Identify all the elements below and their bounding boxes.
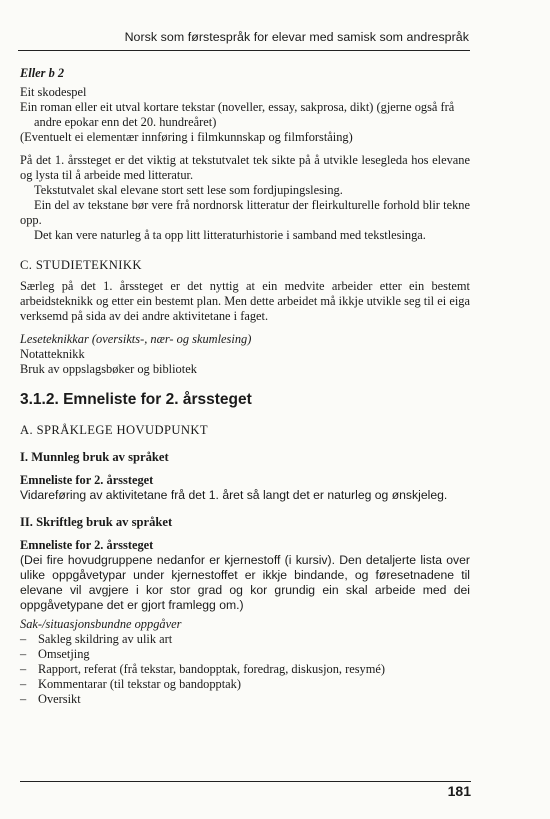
part-i-subheading: Emneliste for 2. årssteget xyxy=(20,473,154,487)
section-c-item-1: Notatteknikk xyxy=(20,347,85,361)
option-b-paragraph-1: På det 1. årssteget er det viktig at tekstutvalet tek sikte på å utvikle lesegleda hos elevane og lysta til å arbeide med litteratur. xyxy=(20,153,470,182)
header-rule xyxy=(18,50,470,51)
part-a-heading: A. SPRÅKLEGE HOVUDPUNKT xyxy=(20,423,208,437)
section-c-item-2: Bruk av oppslagsbøker og bibliotek xyxy=(20,362,197,376)
list-item: – Kommentarar (til tekstar og bandopptak) xyxy=(20,677,470,692)
section-c-subheading: Leseteknikkar (oversikts-, nær- og skumlesing) xyxy=(20,332,252,346)
running-header: Norsk som førstespråk for elevar med samisk som andrespråk xyxy=(124,30,469,44)
page-body xyxy=(20,66,470,707)
part-i-heading: I. Munnleg bruk av språket xyxy=(20,450,169,464)
option-b-paragraph-2: Tekstutvalet skal elevane stort sett lese som fordjupingslesing. xyxy=(34,183,343,197)
list-item: – Omsetjing xyxy=(20,647,470,662)
option-b-item-2: Ein roman eller eit utval kortare tekstar (noveller, essay, sakprosa, dikt) (gjerne også frå andre epokar enn det 20. hundreåret) xyxy=(20,100,455,129)
list-item: – Rapport, referat (frå tekstar, bandopptak, foredrag, diskusjon, resymé) xyxy=(20,662,470,677)
task-list xyxy=(20,632,470,707)
part-ii-heading: II. Skriftleg bruk av språket xyxy=(20,515,173,529)
option-b-paragraph-4: Det kan vere naturleg å ta opp litt litteraturhistorie i samband med tekstlesinga. xyxy=(34,228,426,242)
list-item: – Sakleg skildring av ulik art xyxy=(20,632,470,647)
page-number: 181 xyxy=(447,783,471,799)
footer-rule xyxy=(20,781,471,782)
part-ii-subheading: Emneliste for 2. årssteget xyxy=(20,538,154,552)
option-b-item-1: Eit skodespel xyxy=(20,85,87,99)
section-c-paragraph: Særleg på det 1. årssteget er det nyttig at ein medvite arbeider etter ein bestemt arbeidsteknikk og etter ein bestemt plan. Men dette arbeidet må ikkje utvikle seg til ei eiga verksemd på sida av dei andre aktivitetane i faget. xyxy=(20,279,470,323)
option-b-paragraph-3: Ein del av tekstane bør vere frå nordnorsk litteratur der fleirkulturelle forhold blir tekne opp. xyxy=(20,198,470,227)
part-ii-text: (Dei fire hovudgruppene nedanfor er kjernestoff (i kursiv). Den detaljerte lista over ulike oppgåvetypar under kjernestoffet er ikkje bindande, og føresetnadene til elevane vil avgjere i kor stor grad og kor grundig ein skal arbeide med dei oppgåvetypane det er gjort framlegg om.) xyxy=(20,553,470,612)
list-item: – Oversikt xyxy=(20,692,470,707)
part-i-text: Vidareføring av aktivitetane frå det 1. året så langt det er naturleg og ønskjeleg. xyxy=(20,488,448,502)
section-312-heading: 3.1.2. Emneliste for 2. årssteget xyxy=(20,391,252,408)
option-b-item-3: (Eventuelt ei elementær innføring i filmkunnskap og filmforståing) xyxy=(20,130,353,144)
part-ii-list-title: Sak-/situasjonsbundne oppgåver xyxy=(20,617,182,631)
section-c-heading: C. STUDIETEKNIKK xyxy=(20,258,142,272)
option-b-title: Eller b 2 xyxy=(20,66,65,80)
